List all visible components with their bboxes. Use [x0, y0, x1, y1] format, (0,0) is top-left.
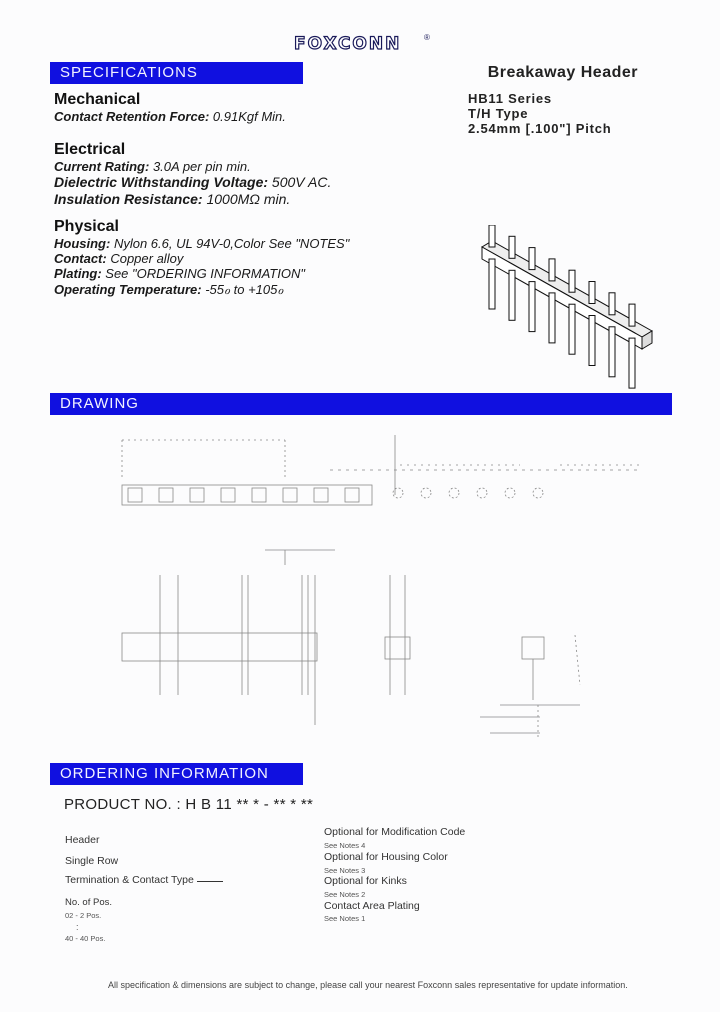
specifications-heading: SPECIFICATIONS — [60, 64, 198, 81]
order-kinks: Optional for Kinks — [324, 875, 407, 887]
header-connector-illustration — [470, 225, 670, 395]
order-termination: Termination & Contact Type — [65, 874, 194, 886]
spec-value: Copper alloy — [106, 251, 184, 266]
side-pin-section — [393, 488, 403, 498]
spec-label: Insulation Resistance: — [54, 191, 203, 207]
side-pin-section — [477, 488, 487, 498]
product-type: T/H Type — [468, 106, 529, 121]
spec-value: 500V AC. — [268, 174, 332, 190]
leader-line — [197, 881, 223, 882]
pin-top — [569, 270, 575, 292]
side-pin-section — [421, 488, 431, 498]
pin-bottom — [589, 316, 595, 366]
topview-pin — [345, 488, 359, 502]
order-pos-dots: : — [76, 922, 79, 932]
pin-top — [589, 282, 595, 304]
drawing-heading: DRAWING — [60, 395, 139, 412]
product-number: PRODUCT NO. : H B 11 ** * - ** * ** — [64, 796, 314, 813]
topview-pin — [283, 488, 297, 502]
pin-top — [609, 293, 615, 315]
topview-pin — [190, 488, 204, 502]
ordering-bar — [50, 763, 303, 785]
pin-top — [529, 248, 535, 270]
spec-value: 0.91Kgf Min. — [209, 109, 286, 124]
topview-pin — [314, 488, 328, 502]
product-pitch: 2.54mm [.100"] Pitch — [468, 121, 612, 136]
pin-bottom — [629, 338, 635, 388]
pin-bottom — [569, 304, 575, 354]
registered-mark: ® — [424, 33, 430, 42]
spec-label: Current Rating: — [54, 159, 150, 174]
order-mod-code-note: See Notes 4 — [324, 841, 366, 850]
specifications-bar — [50, 62, 303, 84]
electrical-heading: Electrical — [54, 141, 126, 158]
order-pos-start: 02 - 2 Pos. — [65, 911, 102, 920]
spec-line-current — [54, 159, 251, 174]
mechanical-heading: Mechanical — [54, 91, 141, 108]
spec-value: 1000MΩ min. — [202, 191, 291, 207]
pin-bottom — [489, 259, 495, 309]
order-kinks-note: See Notes 2 — [324, 890, 366, 899]
spec-line-temperature — [54, 282, 283, 298]
ordering-heading: ORDERING INFORMATION — [60, 765, 269, 782]
spec-line-retention — [54, 109, 286, 124]
order-housing-color: Optional for Housing Color — [324, 851, 448, 863]
physical-heading: Physical — [54, 218, 119, 235]
order-mod-code: Optional for Modification Code — [324, 826, 466, 838]
spec-value: 3.0A per pin min. — [149, 159, 251, 174]
order-num-pos: No. of Pos. — [65, 897, 112, 908]
side-pin-section — [449, 488, 459, 498]
pin-top — [549, 259, 555, 281]
side-pin-section — [533, 488, 543, 498]
product-series: HB11 Series — [468, 91, 552, 106]
order-housing-color-note: See Notes 3 — [324, 866, 366, 875]
order-header: Header — [65, 834, 100, 846]
topview-pin — [221, 488, 235, 502]
spec-value: -55ℴ to +105ℴ — [201, 282, 284, 297]
spec-label: Housing: — [54, 236, 111, 251]
foxconn-logo: FOXCONN — [294, 34, 402, 54]
spec-label: Dielectric Withstanding Voltage: — [54, 174, 269, 190]
spec-label: Operating Temperature: — [54, 282, 202, 297]
spec-label: Plating: — [54, 266, 102, 281]
technical-drawing — [60, 425, 660, 755]
order-plating-note: See Notes 1 — [324, 914, 366, 923]
pin-top — [509, 236, 515, 258]
topview-pin — [252, 488, 266, 502]
pin-bottom — [549, 293, 555, 343]
spec-label: Contact Retention Force: — [54, 109, 210, 124]
spec-line-plating — [54, 266, 305, 281]
side-pin-section — [505, 488, 515, 498]
spec-value: Nylon 6.6, UL 94V-0,Color See "NOTES" — [110, 236, 350, 251]
spec-line-insulation — [54, 191, 290, 207]
footer-disclaimer: All specification & dimensions are subject to change, please call your nearest Foxconn sales representative for update information. — [108, 980, 628, 990]
pin-bottom — [509, 270, 515, 320]
pin-bottom — [609, 327, 615, 377]
drawing-bar — [50, 393, 672, 415]
topview-pin — [159, 488, 173, 502]
topview-pin — [128, 488, 142, 502]
pin-bottom — [529, 282, 535, 332]
pin-top — [489, 225, 495, 247]
spec-value: See "ORDERING INFORMATION" — [101, 266, 305, 281]
spec-line-housing — [54, 236, 349, 251]
order-pos-end: 40 - 40 Pos. — [65, 934, 106, 943]
order-plating: Contact Area Plating — [324, 900, 420, 912]
product-title: Breakaway Header — [487, 64, 638, 81]
spec-label: Contact: — [54, 251, 107, 266]
order-single-row: Single Row — [65, 855, 119, 867]
spec-line-dielectric — [54, 174, 331, 190]
spec-line-contact — [54, 251, 183, 266]
pin-top — [629, 304, 635, 326]
